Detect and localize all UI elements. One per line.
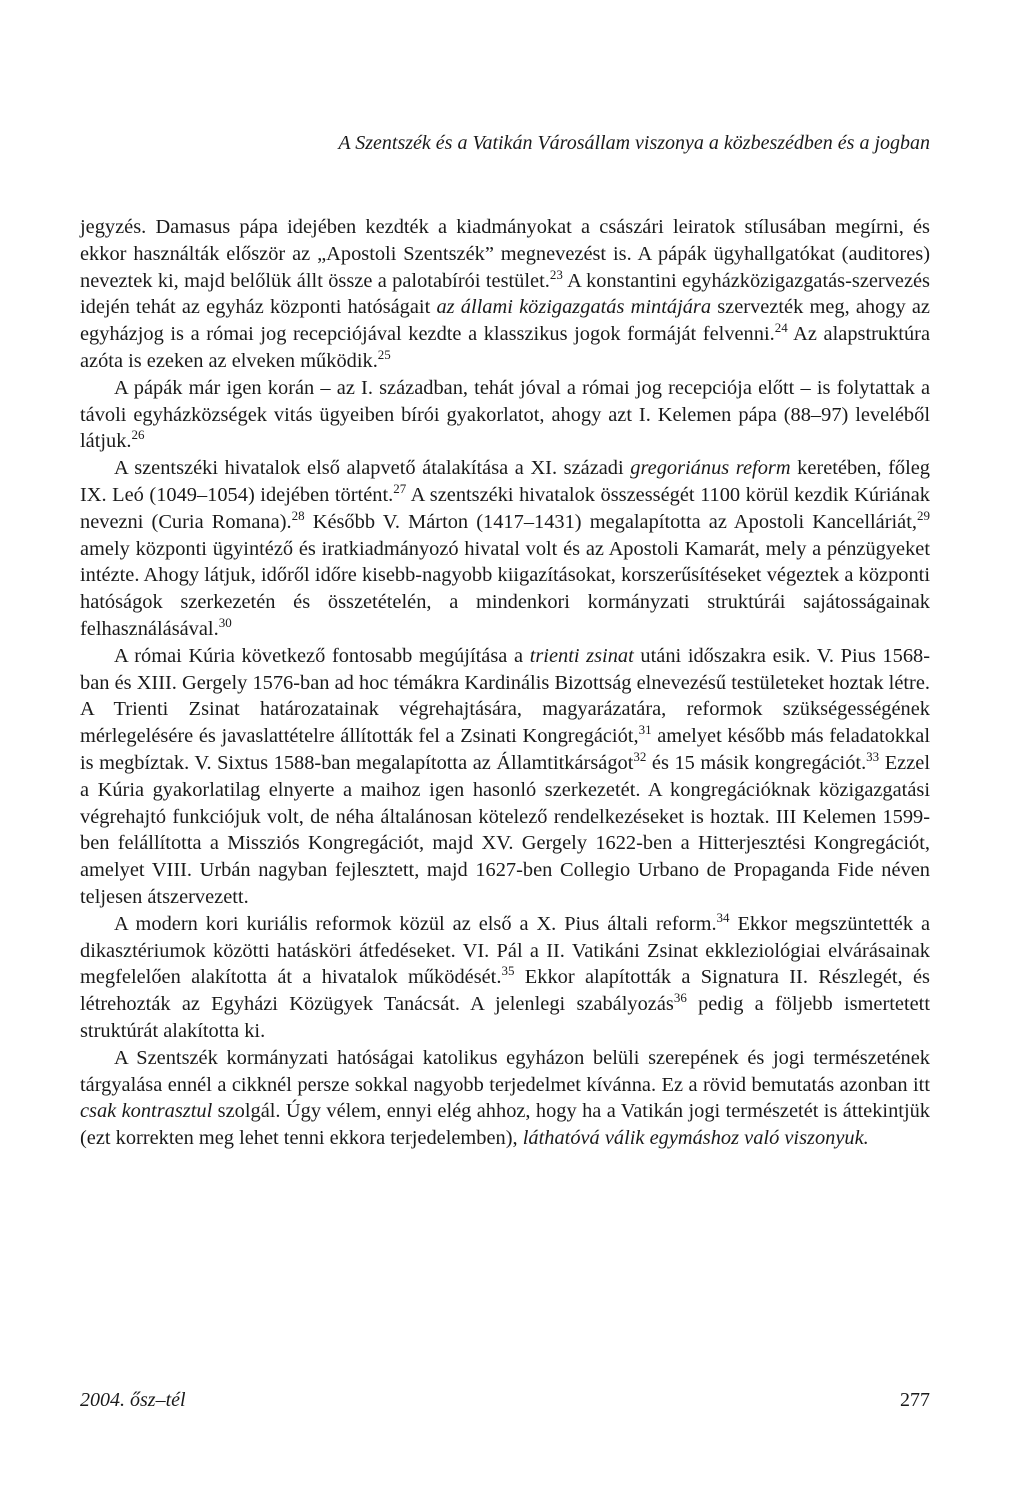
emphasis-text: csak kontrasztul bbox=[80, 1100, 213, 1123]
footnote-ref: 33 bbox=[866, 749, 880, 765]
paragraph bbox=[80, 214, 930, 375]
footnote-ref: 27 bbox=[393, 481, 407, 497]
text-run: A modern kori kuriális reformok közül az első a X. Pius általi reform. bbox=[114, 912, 717, 935]
text-run: amelyet később más feladatokkal is megbíztak. V. Sixtus 1588-ban megalapította az Államtitkárságot bbox=[80, 725, 930, 774]
text-run: pedig a följebb ismertetett struktúrát alakította ki. bbox=[80, 993, 931, 1042]
text-run: Az alapstruktúra azóta is ezeken az elveken működik. bbox=[80, 323, 930, 372]
footnote-ref: 35 bbox=[501, 963, 515, 979]
issue-label: 2004. ősz–tél bbox=[80, 1389, 186, 1411]
footnote-ref: 28 bbox=[291, 507, 305, 523]
footnote-ref: 32 bbox=[633, 749, 647, 765]
text-run: Ekkor megszüntették a dikasztériumok közötti hatásköri átfedéseket. VI. Pál a II. Vatikáni Zsinat ekkleziológiai elvárásainak megfelelően alakította át a hivatalok működését. bbox=[80, 912, 930, 989]
footnote-ref: 24 bbox=[774, 320, 788, 336]
text-run: amely központi ügyintéző és iratkiadmányozó hivatal volt és az Apostoli Kamarát, mely a pénzügyeket intézte. Ahogy látjuk, időről időre kisebb-nagyobb kiigazításokat, korszerűsítéseket végeztek a központi hatóságok szerkezetén és összetételén, a mindenkori kormányzati struktúrái sajátosságainak felhasználásával. bbox=[80, 537, 930, 640]
paragraph bbox=[80, 375, 930, 455]
footnote-ref: 34 bbox=[716, 909, 730, 925]
text-run: A szentszéki hivatalok első alapvető átalakítása a XI. századi bbox=[114, 457, 631, 480]
text-run: keretében, főleg IX. Leó (1049–1054) idejében történt. bbox=[80, 457, 930, 506]
text-run: Később V. Márton (1417–1431) megalapította az Apostoli Kancelláriát, bbox=[304, 510, 917, 533]
text-run: A konstantini egyházközigazgatás-szervezés idején tehát az egyház központi hatóságait bbox=[80, 269, 930, 319]
article-body bbox=[80, 214, 930, 1152]
text-run: A szentszéki hivatalok összességét 1100 körül kezdik Kúriának nevezni (Curia Romana). bbox=[80, 483, 930, 533]
footnote-ref: 25 bbox=[377, 347, 391, 363]
paragraph bbox=[80, 1045, 930, 1152]
emphasis-text: láthatóvá válik egymáshoz való viszonyuk. bbox=[522, 1127, 869, 1150]
text-run: Ekkor alapították a Signatura II. Részlegét, és létrehozták az Egyházi Közügyek Tanácsát. A jelenlegi szabályozás bbox=[80, 966, 930, 1016]
footnote-ref: 30 bbox=[218, 615, 232, 631]
emphasis-text: trienti zsinat bbox=[529, 644, 634, 667]
text-run: utáni időszakra esik. V. Pius 1568-ban és XIII. Gergely 1576-ban ad hoc témákra Kardinális Bizottság elnevezésű testületeket hoztak létre. A Trienti Zsinat határozatainak végrehajtására, magyarázatára, reformok szükségességének mérlegelésére és javaslattételre állították fel a Zsinati Kongregációt, bbox=[80, 644, 930, 748]
paragraph bbox=[80, 911, 930, 1045]
emphasis-text: gregoriánus reform bbox=[630, 457, 791, 480]
text-run: A pápák már igen korán – az I. században, tehát jóval a római jog recepciója előtt – is folytattak a távoli egyházközségek vitás ügyeiben bírói gyakorlatot, ahogy azt I. Kelemen pápa (88–97) leveléből látjuk. bbox=[80, 376, 930, 453]
text-run: A Szentszék kormányzati hatóságai katolikus egyházon belüli szerepének és jogi természetének tárgyalása ennél a cikknél persze sokkal nagyobb terjedelmet kívánna. Ez a rövid bemutatás azonban itt bbox=[80, 1046, 930, 1096]
footnote-ref: 31 bbox=[638, 722, 652, 738]
emphasis-text: az állami közigazgatás mintájára bbox=[436, 296, 712, 319]
footnote-ref: 23 bbox=[549, 266, 563, 282]
running-title: A Szentszék és a Vatikán Városállam viszonya a közbeszédben és a jogban bbox=[338, 132, 930, 154]
text-run: szervezték meg, ahogy az egyházjog is a római jog recepciójával kezdte a klasszikus jogok formáját felvenni. bbox=[80, 296, 930, 346]
text-run: jegyzés. Damasus pápa idejében kezdték a kiadmányokat a császári leiratok stílusában megírni, és ekkor használták először az „Apostoli Szentszék” megnevezést is. A pápák ügyhallgatókat (auditores) neveztek ki, majd belőlük állt össze a palotabírói testület. bbox=[80, 216, 930, 292]
paragraph bbox=[80, 455, 930, 643]
page-number: 277 bbox=[900, 1389, 930, 1411]
footnote-ref: 26 bbox=[131, 427, 145, 443]
text-run: és 15 másik kongregációt. bbox=[646, 751, 867, 774]
text-run: szolgál. Úgy vélem, ennyi elég ahhoz, hogy ha a Vatikán jogi természetét is áttekintjük (ezt korrekten meg lehet tenni ekkora terjedelemben), bbox=[80, 1100, 930, 1150]
footnote-ref: 29 bbox=[917, 507, 930, 523]
paragraph bbox=[80, 643, 930, 911]
text-run: Ezzel a Kúria gyakorlatilag elnyerte a maihoz igen hasonló szerkezetét. A kongregációknak közigazgatási végrehajtó funkciójuk volt, de néha általánosan kötelező rendelkezéseket is hoztak. III Kelemen 1599-ben felállította a Missziós Kongregációt, majd XV. Gergely 1622-ben a Hitterjesztési Kongregációt, amelyet VIII. Urbán nagyban fejlesztett, majd 1627-ben Collegio Urbano de Propaganda Fide néven teljesen átszervezett. bbox=[80, 751, 930, 908]
text-run: A római Kúria következő fontosabb megújítása a bbox=[114, 644, 530, 667]
footnote-ref: 36 bbox=[673, 990, 687, 1006]
